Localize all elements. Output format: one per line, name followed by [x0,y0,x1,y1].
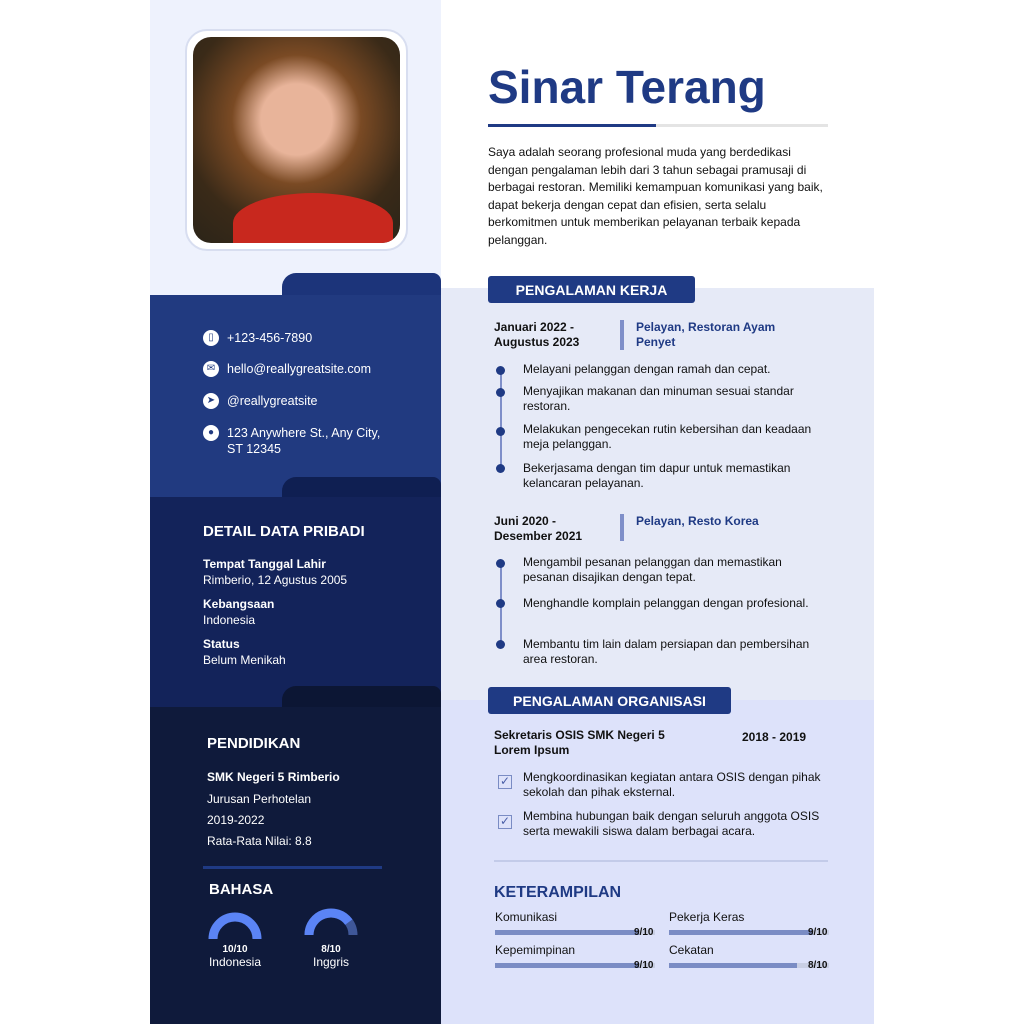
skill-score: 9/10 [808,927,828,938]
name-underline [488,124,828,127]
language-item: 10/10 Indonesia [200,909,270,969]
org-bullet: Mengkoordinasikan kegiatan antara OSIS dengan pihak sekolah dan pihak eksternal. [523,770,821,799]
gpa: Rata-Rata Nilai: 8.8 [207,834,312,848]
skills-title: KETERAMPILAN [494,884,622,901]
years: 2019-2022 [207,813,265,827]
language-gauge [207,909,263,939]
personal-item: Tempat Tanggal Lahir Rimberio, 12 Agustus 2005 [203,557,348,587]
send-icon: ➤ [203,393,219,409]
languages-title: BAHASA [209,881,274,898]
contact-panel [150,295,441,497]
org-role: Sekretaris OSIS SMK Negeri 5 Lorem Ipsum [494,728,665,757]
language-gauge [303,905,359,939]
location-icon: ● [203,425,219,441]
phone-icon: ▯ [203,330,219,346]
language-item: 8/10 Inggris [296,905,366,969]
divider [203,866,382,869]
skill-name: Pekerja Keras [669,910,745,924]
skill-bar [669,930,829,935]
email: hello@reallygreatsite.com [227,362,372,376]
org-years: 2018 - 2019 [742,730,807,744]
skill-item [669,943,828,971]
skill-score: 9/10 [634,960,654,971]
skill-name: Cekatan [669,943,714,957]
phone: +123-456-7890 [227,331,313,345]
check-icon: ✓ [499,814,511,828]
skill-item [495,943,654,971]
summary: Saya adalah seorang profesional muda yang berdedikasi dengan pengalaman lebih dari 3 tahun sebagai pramusaji di berbagai restoran. Memiliki kemampuan komunikasi yang baik, dapat bekerja dengan cepat dan efisien, serta selalu berkomitmen untuk memberikan pelayanan terbaik kepada pelanggan. [488,145,823,247]
email-icon: ✉ [203,361,219,377]
skill-score: 8/10 [808,960,828,971]
divider [494,860,828,862]
work-title: PENGALAMAN KERJA [488,276,695,303]
skill-name: Komunikasi [495,910,558,924]
personal-title: DETAIL DATA PRIBADI [203,523,365,540]
panel-tab [282,686,441,707]
panel-tab [282,477,441,497]
full-name: Sinar Terang [488,61,766,113]
address: 123 Anywhere St., Any City, ST 12345 [227,426,381,456]
social: @reallygreatsite [227,394,318,408]
skill-bar [495,930,655,935]
major: Jurusan Perhotelan [207,792,312,806]
education-panel [150,707,441,1024]
education-title: PENDIDIKAN [207,735,301,752]
skill-name: Kepemimpinan [495,943,576,957]
skill-item [495,910,654,938]
panel-tab [282,273,441,297]
org-bullet: Membina hubungan baik dengan seluruh anggota OSIS serta mewakili siswa dalam berbagai acara. [523,809,820,838]
profile-photo [185,29,408,251]
personal-item: Kebangsaan Indonesia [203,597,275,627]
personal-panel [150,497,441,707]
org-title: PENGALAMAN ORGANISASI [488,687,731,714]
skill-item [669,910,828,938]
school: SMK Negeri 5 Rimberio [207,770,340,784]
skill-bar [669,963,829,968]
skill-bar [495,963,655,968]
personal-item: Status Belum Menikah [203,637,286,667]
check-icon: ✓ [499,774,511,788]
skill-score: 9/10 [634,927,654,938]
